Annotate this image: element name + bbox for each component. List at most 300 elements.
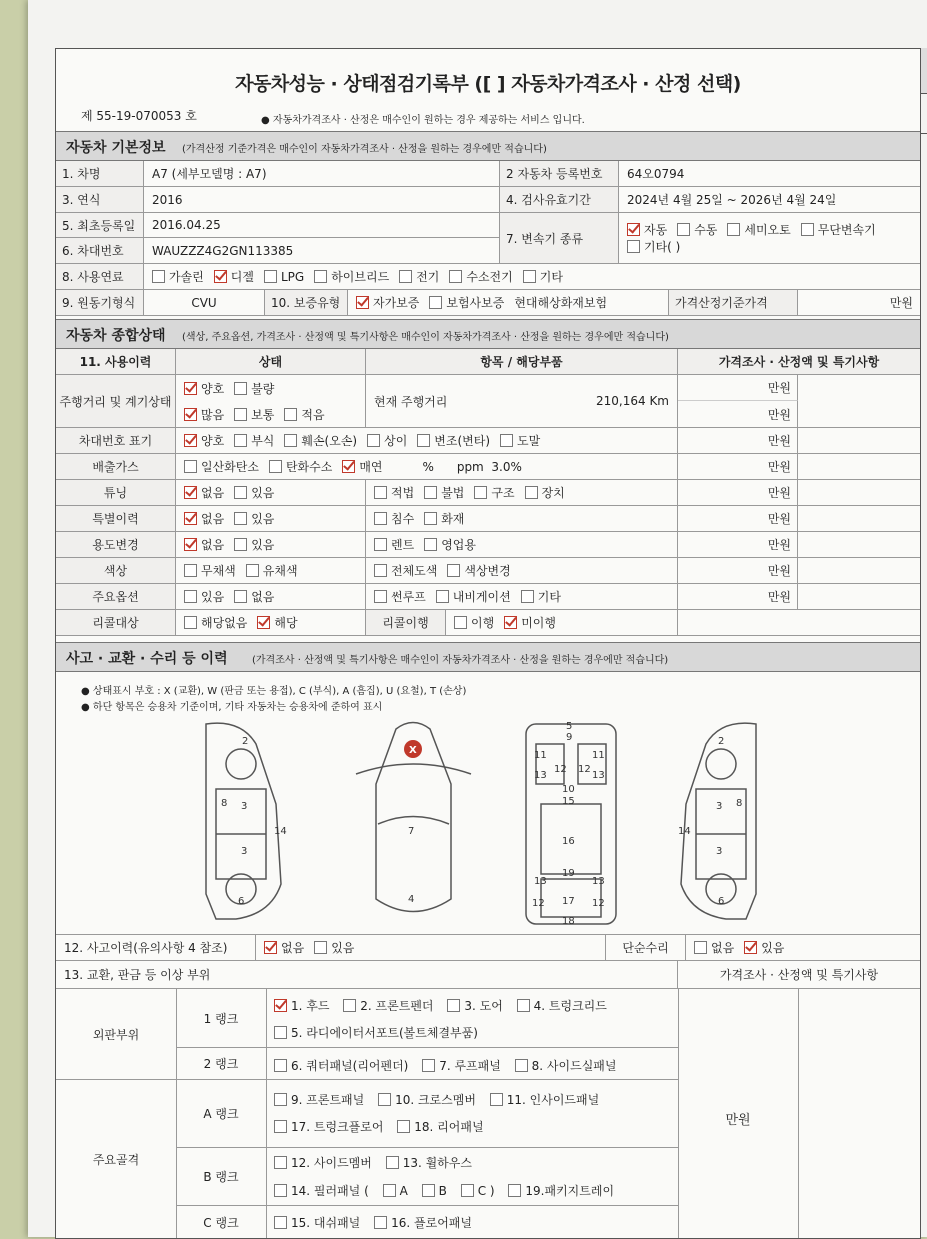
recall-na[interactable] [184,614,247,631]
odo-bad[interactable] [234,380,274,397]
checkbox-icon [184,564,197,577]
use-none[interactable] [184,536,224,553]
checkbox-checked-icon [627,223,640,236]
mileage-high-label: 많음 [201,407,225,422]
pillar-b[interactable] [422,1184,447,1198]
num-6-right: 6 [718,896,725,907]
num-12-rear-l: 12 [532,898,545,909]
right-front-wheel [706,749,736,779]
part-hood[interactable] [274,997,329,1014]
odometer-label: 주행거리 및 계기상태 [56,375,176,427]
part-rear-panel-label: 18. 리어패널 [414,1120,484,1134]
checkbox-icon [454,616,467,629]
part-quarter-panel-label: 6. 쿼터패널(리어펜더) [291,1059,409,1073]
inspection-period-value: 2024년 4월 25일 ~ 2026년 4월 24일 [627,193,837,207]
special-row [56,506,920,532]
fuel-hydrogen[interactable] [449,268,512,285]
checkbox-icon [429,296,442,309]
part-package-tray[interactable] [508,1182,614,1199]
trans-cvt[interactable] [801,221,876,238]
rankA-line1 [274,1091,609,1109]
part-front-fender[interactable] [343,997,433,1014]
tuning-device[interactable] [525,484,565,501]
basic-info-note: (가격산정 기준가격은 매수인이 자동차가격조사 · 산정을 원하는 경우에만 적습니다) [182,144,547,155]
option-yes[interactable] [184,588,224,605]
vin-price-unit: 만원 [678,428,798,453]
part-front-fender-label: 2. 프론트펜더 [360,999,434,1013]
recall-done-opt-label: 이행 [471,616,495,630]
checkbox-icon [234,382,247,395]
pillar-c-label: C ) [477,1183,495,1198]
vin-damaged[interactable] [284,432,357,449]
fuel-lpg-label: LPG [280,269,305,284]
option-no-label: 없음 [251,590,275,604]
num-10: 10 [562,784,575,795]
rankB-line1 [274,1154,482,1172]
checkbox-checked-icon [214,270,227,283]
basic-row-fuel [56,264,920,290]
trans-semi-label: 세미오토 [744,223,791,237]
checkbox-icon [314,270,327,283]
inspection-period-label: 4. 검사유효기간 [499,187,619,212]
checkbox-icon [274,1120,287,1133]
accident-note: (가격조사 · 산정액 및 특기사항은 매수인이 자동차가격조사 · 산정을 원하는 경우에만 적습니다) [252,655,669,666]
accident-none[interactable] [264,939,304,956]
part-floor-panel[interactable] [374,1214,472,1231]
transmission-options [619,213,919,263]
emission-smoke-label: 매연 [359,460,383,474]
part-door-label: 3. 도어 [464,999,503,1013]
emission-hc-label: 탄화수소 [285,460,333,474]
checkbox-icon [374,538,387,551]
checkbox-icon [436,590,449,603]
trans-auto[interactable] [627,221,667,238]
color-full-paint[interactable] [374,562,437,579]
checkbox-icon [184,460,197,473]
checkbox-icon [517,999,530,1012]
vin-painted-label: 도말 [517,434,541,448]
checkbox-icon [374,564,387,577]
recall-label: 리콜대상 [56,610,176,635]
odo-bad-label: 불량 [251,381,275,396]
recall-applicable[interactable] [257,614,297,631]
rankC-line1 [274,1214,482,1232]
checkbox-icon [500,434,513,447]
checkbox-checked-icon [504,616,517,629]
accident-heading: 사고 · 교환 · 수리 등 이력 [66,651,228,667]
emission-hc[interactable] [269,458,332,475]
rank1-line1 [274,997,617,1015]
part-inside-panel[interactable] [490,1091,599,1108]
part-side-sill-label: 8. 사이드실패널 [531,1059,617,1073]
fuel-electric[interactable] [399,268,439,285]
num-5: 5 [566,721,573,732]
checkbox-icon [424,512,437,525]
option-other-label: 기타 [537,590,561,604]
option-navigation-label: 내비게이션 [452,590,511,604]
num-7: 7 [408,826,415,837]
checkbox-icon [523,270,536,283]
emission-values: % ppm 3.0% [422,459,522,474]
use-business[interactable] [424,536,476,553]
options-label: 주요옵션 [56,584,176,609]
part-front-panel-label: 9. 프론트패널 [291,1093,365,1107]
use-rent[interactable] [374,536,414,553]
checkbox-icon [274,1216,287,1229]
basic-row-3 [56,213,920,264]
num-8-right: 8 [736,798,743,809]
color-row [56,558,920,584]
fuel-gasoline[interactable] [152,268,204,285]
condition-note: (색상, 주요옵션, 가격조사 · 산정액 및 특기사항은 매수인이 자동차가격조사 · 산정을 원하는 경우에만 적습니다) [182,332,669,343]
color-achromatic-label: 무채색 [201,564,236,578]
trans-other[interactable] [627,238,680,255]
use-change-label: 용도변경 [56,532,176,557]
rank-c-label: C 랭크 [203,1215,239,1230]
special-yes[interactable] [234,510,274,527]
mileage-low-label: 적음 [301,407,325,422]
special-flood-label: 침수 [391,512,415,526]
part-pillar-panel[interactable] [274,1182,369,1199]
checkbox-icon [374,512,387,525]
checkbox-icon [515,1059,528,1072]
special-fire[interactable] [424,510,464,527]
part-cross-member[interactable] [378,1091,476,1108]
fuel-label: 8. 사용연료 [56,264,144,289]
trans-manual[interactable] [677,221,717,238]
odo-price-unit: 만원 [678,375,798,401]
checkbox-icon [184,590,197,603]
part-radiator-support-label: 5. 라디에이터서포트(볼트체결부품) [291,1026,478,1040]
insurer-name: 현대해상화재보험 [514,296,608,310]
vin-altered[interactable] [417,432,490,449]
part-side-member-label: 12. 사이드멤버 [291,1156,372,1170]
num-6-left: 6 [238,896,245,907]
inspection-form [55,48,921,1239]
special-flood[interactable] [374,510,414,527]
emission-smoke[interactable] [342,458,382,475]
simple-yes-label: 있음 [761,941,785,955]
num-12-rear-r: 12 [592,898,605,909]
checkbox-icon [274,1059,287,1072]
options-row [56,584,920,610]
left-front-wheel [226,749,256,779]
vin-corrosion[interactable] [234,432,274,449]
num-2-right: 2 [718,736,725,747]
color-achromatic[interactable] [184,562,236,579]
tuning-label: 튜닝 [56,480,176,505]
checkbox-checked-icon [184,512,197,525]
fuel-electric-label: 전기 [416,270,440,284]
checkbox-icon [461,1184,474,1197]
option-sunroof[interactable] [374,588,426,605]
first-reg-label: 5. 최초등록일 [56,213,144,238]
basic-info-heading: 자동차 기본정보 [66,140,166,156]
part-roof-panel[interactable] [422,1057,501,1074]
mileage-normal[interactable] [234,406,274,423]
fuel-gasoline-label: 가솔린 [169,270,204,284]
basic-info-header [56,131,920,161]
checkbox-icon [234,486,247,499]
right-side-body [681,723,756,919]
mileage-high[interactable] [184,406,224,423]
vin-damaged-label: 훼손(오손) [301,434,358,448]
tuning-yes-label: 있음 [251,486,275,500]
checkbox-icon [274,1026,287,1039]
vin-good-label: 양호 [201,434,225,448]
option-sunroof-label: 썬루프 [391,590,426,604]
checkbox-icon [727,223,740,236]
part-trunk-lid[interactable] [517,997,607,1014]
color-change[interactable] [447,562,510,579]
checkbox-icon [521,590,534,603]
first-reg-value: 2016.04.25 [144,213,499,238]
tuning-structure-label: 구조 [491,486,515,500]
trans-auto-label: 자동 [644,223,668,237]
mileage-normal-label: 보통 [251,407,275,422]
status-legend: ● 상태표시 부호 : X (교환), W (판금 또는 용접), C (부식), A (흠집), U (요철), T (손상) [81,686,467,697]
rank-a-label: A 랭크 [203,1107,239,1121]
odometer-item: 현재 주행거리 [374,394,448,409]
fuel-other[interactable] [523,268,563,285]
checkbox-icon [234,512,247,525]
odo-good[interactable] [184,380,224,397]
recall-not-done-label: 미이행 [521,616,556,630]
odometer-value: 210,164 Km [576,375,678,427]
reg-number-value: 64오0794 [627,167,685,181]
vin-painted[interactable] [500,432,540,449]
rank2-line1 [274,1057,627,1075]
part-front-panel[interactable] [274,1091,364,1108]
year-value: 2016 [152,192,183,207]
checkbox-icon [447,564,460,577]
part-side-member[interactable] [274,1154,372,1171]
color-chromatic[interactable] [246,562,298,579]
option-navigation[interactable] [436,588,511,605]
part-door[interactable] [447,997,502,1014]
num-13-rear-l: 13 [534,876,547,887]
odometer-row [56,375,920,428]
part-trunk-floor-label: 17. 트렁크플로어 [291,1120,384,1134]
pillar-a[interactable] [383,1184,408,1198]
option-no[interactable] [234,588,274,605]
vin-value: WAUZZZ4G2GN113385 [152,243,294,258]
num-12-l: 12 [554,764,567,775]
checkbox-checked-icon [184,434,197,447]
part-trunk-floor[interactable] [274,1118,383,1135]
rankA-line2 [274,1118,494,1136]
checkbox-checked-icon [184,486,197,499]
checkbox-icon [343,999,356,1012]
rank-2-label: 2 랭크 [203,1057,239,1071]
checkbox-icon [386,1156,399,1169]
pillar-c[interactable] [461,1184,495,1198]
num-12-r: 12 [578,764,591,775]
part-quarter-panel[interactable] [274,1057,408,1074]
special-label: 특별이력 [56,506,176,531]
num-2-left: 2 [242,736,249,747]
checkbox-icon [374,590,387,603]
num-19: 19 [562,868,575,879]
fuel-hybrid[interactable] [314,268,389,285]
use-business-label: 영업용 [441,538,476,552]
parts-price-unit: 만원 [725,1113,751,1128]
fuel-hydrogen-label: 수소전기 [466,270,513,284]
mileage-low[interactable] [284,406,324,423]
special-none[interactable] [184,510,224,527]
checkbox-icon [490,1093,503,1106]
option-yes-label: 있음 [201,590,225,604]
simple-none[interactable] [694,939,734,956]
recall-done[interactable] [454,614,494,631]
col-price: 가격조사 · 산정액 및 특기사항 [718,355,880,369]
car-name-label: 1. 차명 [56,161,144,186]
checkbox-icon [184,616,197,629]
parts-label: 13. 교환, 판금 등 이상 부위 [56,960,678,988]
part-rear-panel[interactable] [397,1118,483,1135]
accident-yes[interactable] [314,939,354,956]
condition-heading: 자동차 종합상태 [66,328,166,344]
vin-mismatch[interactable] [367,432,407,449]
part-hood-label: 1. 후드 [291,999,330,1013]
option-other[interactable] [521,588,561,605]
checkbox-icon [274,1184,287,1197]
num-14-right: 14 [678,826,691,837]
recall-applicable-label: 해당 [274,616,298,630]
num-3-left-b: 3 [241,846,248,857]
checkbox-icon [378,1093,391,1106]
frame-label: 주요골격 [92,1152,140,1167]
checkbox-checked-icon [184,382,197,395]
trans-semi[interactable] [727,221,790,238]
checkbox-icon [397,1120,410,1133]
tuning-illegal[interactable] [424,484,464,501]
mark-x-text: X [409,745,417,756]
use-price-unit: 만원 [678,532,798,557]
part-wheel-house[interactable] [386,1154,472,1171]
part-dash-panel[interactable] [274,1214,360,1231]
checkbox-icon [269,460,282,473]
basic-row-1 [56,161,920,187]
pillar-b-label: B [438,1183,447,1198]
checkbox-icon [274,1156,287,1169]
warranty-insurer[interactable] [429,294,504,311]
num-18: 18 [562,916,575,927]
part-package-tray-label: 19.패키지트레이 [525,1184,615,1198]
num-3-right-b: 3 [716,846,723,857]
checkbox-icon [264,270,277,283]
accident-none-label: 없음 [281,941,305,955]
warranty-self[interactable] [356,294,419,311]
num-15: 15 [562,796,575,807]
engine-label: 9. 원동기형식 [56,290,144,315]
tuning-legal-label: 적법 [391,486,415,500]
checkbox-icon [234,538,247,551]
vin-mismatch-label: 상이 [384,434,408,448]
checkbox-icon [417,434,430,447]
recall-not-done[interactable] [504,614,556,631]
checkbox-icon [627,240,640,253]
document-number: 제 55-19-070053 호 [81,109,197,123]
checkbox-icon [234,434,247,447]
num-9: 9 [566,732,573,743]
num-14-left: 14 [274,826,287,837]
accident-history-label: 12. 사고이력(유의사항 4 참조) [56,935,256,960]
engine-value: CVU [191,295,217,310]
part-radiator-support[interactable] [274,1024,478,1041]
vin-mark-row [56,428,920,454]
tuning-yes[interactable] [234,484,274,501]
emission-label: 배출가스 [56,454,176,479]
num-8-left: 8 [221,798,228,809]
simple-yes[interactable] [744,939,784,956]
color-change-label: 색상변경 [464,564,511,578]
part-roof-panel-label: 7. 루프패널 [439,1059,501,1073]
special-price-unit: 만원 [678,506,798,531]
checkbox-icon [284,434,297,447]
fuel-diesel[interactable] [214,268,254,285]
col-status: 상태 [176,349,366,374]
part-cross-member-label: 10. 크로스멤버 [395,1093,476,1107]
trans-cvt-label: 무단변속기 [817,223,876,237]
top-view-mirrors [356,764,471,774]
pillar-a-label: A [399,1183,408,1198]
rank1-line2 [274,1024,488,1042]
simple-repair-label: 단순수리 [606,935,686,960]
basic-row-engine [56,290,920,316]
emission-co[interactable] [184,458,259,475]
part-side-sill[interactable] [515,1057,617,1074]
vin-good[interactable] [184,432,224,449]
checkbox-checked-icon [744,941,757,954]
part-dash-panel-label: 15. 대쉬패널 [291,1216,361,1230]
checkbox-icon [234,590,247,603]
rankB-line2 [274,1182,624,1200]
parts-header-row [56,960,920,989]
checkbox-icon [152,270,165,283]
tuning-none[interactable] [184,484,224,501]
checkbox-icon [694,941,707,954]
part-pillar-panel-label: 14. 필러패널 ( [291,1184,369,1198]
fuel-lpg[interactable] [264,270,304,284]
num-17: 17 [562,896,575,907]
tuning-legal[interactable] [374,484,414,501]
fuel-options [144,264,919,289]
checkbox-icon [474,486,487,499]
color-price-unit: 만원 [678,558,798,583]
condition-col-headers [56,349,920,375]
num-11-r: 11 [592,750,605,761]
num-11-l: 11 [534,750,547,761]
tuning-illegal-label: 불법 [441,486,465,500]
rank-b-label: B 랭크 [203,1170,239,1184]
warranty-options [348,290,668,315]
checkbox-icon [274,1093,287,1106]
tuning-price-unit: 만원 [678,480,798,505]
exterior-label: 외판부위 [92,1027,140,1042]
reg-number-label: 2 자동차 등록번호 [499,161,619,186]
checkbox-icon [424,486,437,499]
emission-row [56,454,920,480]
use-yes[interactable] [234,536,274,553]
tuning-structure[interactable] [474,484,514,501]
tuning-row [56,480,920,506]
rank-1-label: 1 랭크 [203,1011,239,1026]
checkbox-checked-icon [342,460,355,473]
options-price-unit: 만원 [678,584,798,609]
vin-label: 6. 차대번호 [56,238,144,263]
form-title: 자동차성능 · 상태점검기록부 ([ ] 자동차가격조사 · 산정 선택) [235,73,741,95]
